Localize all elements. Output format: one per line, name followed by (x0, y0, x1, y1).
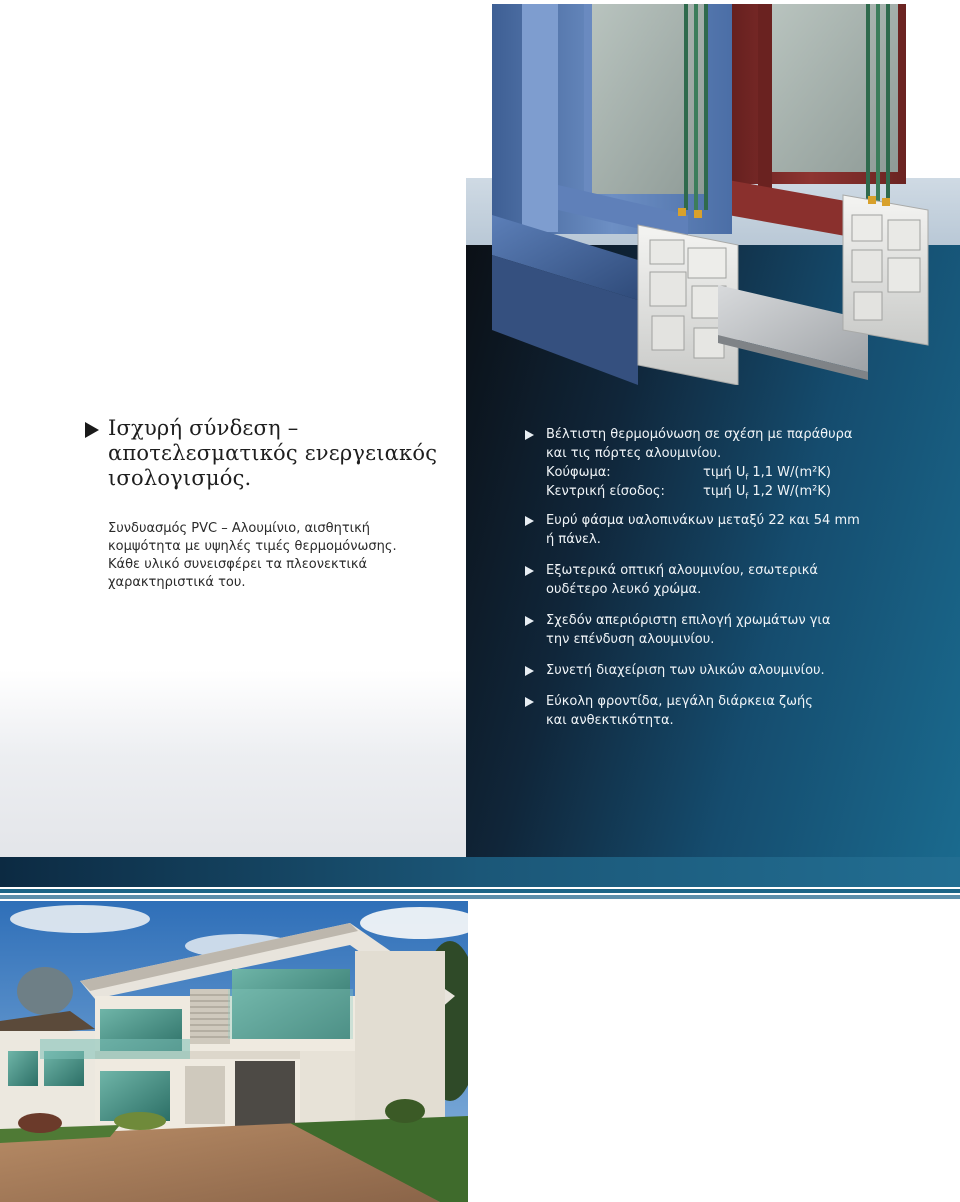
feature-text: ουδέτερο λευκό χρώμα. (546, 582, 702, 597)
intro-line: κομψότητα με υψηλές τιμές θερμομόνωσης. (108, 539, 397, 554)
feature-item (525, 561, 945, 599)
bullet-triangle-icon (525, 430, 534, 440)
bullet-triangle-icon (525, 616, 534, 626)
house-photo-image (0, 901, 468, 1202)
intro-line: Κάθε υλικό συνεισφέρει τα πλεονεκτικά (108, 557, 368, 572)
feature-text: την επένδυση αλουμινίου. (546, 632, 715, 647)
feature-item (525, 425, 945, 501)
spec-row-entrance (546, 482, 945, 501)
feature-item (525, 661, 945, 680)
feature-item (525, 611, 945, 649)
feature-item (525, 692, 945, 730)
feature-text: Εύκολη φροντίδα, μεγάλη διάρκεια ζωής (546, 694, 813, 709)
decorative-stripe (0, 895, 960, 899)
heading-line: ισολογισμός. (108, 466, 252, 490)
intro-line: χαρακτηριστικά του. (108, 575, 246, 590)
intro-paragraph (108, 520, 428, 592)
section-heading (85, 416, 438, 491)
spec-value: τιμή $U_f$ 1,1 W/(m²K) (703, 465, 831, 482)
feature-text: Εξωτερικά οπτική αλουμινίου, εσωτερικά (546, 563, 818, 578)
feature-text: Σχεδόν απεριόριστη επιλογή χρωμάτων για (546, 613, 831, 628)
heading-line: αποτελεσματικός ενεργειακός (108, 441, 438, 465)
bullet-triangle-icon (525, 697, 534, 707)
spec-value: τιμή $U_f$ 1,2 W/(m²K) (703, 484, 831, 501)
decorative-stripe (0, 889, 960, 893)
spec-label: Κούφωμα: (546, 465, 611, 480)
feature-text: Ευρύ φάσμα υαλοπινάκων μεταξύ 22 και 54 mm (546, 513, 860, 528)
feature-text: και τις πόρτες αλουμινίου. (546, 446, 722, 461)
feature-text: Βέλτιστη θερμομόνωση σε σχέση με παράθυρα (546, 427, 853, 442)
feature-text: ή πάνελ. (546, 532, 601, 547)
background-fade (0, 670, 466, 860)
feature-item (525, 511, 945, 549)
feature-text: Συνετή διαχείριση των υλικών αλουμινίου. (546, 663, 825, 678)
decorative-stripe (0, 857, 960, 887)
bullet-triangle-icon (525, 666, 534, 676)
feature-text: και ανθεκτικότητα. (546, 713, 674, 728)
feature-list (525, 425, 945, 742)
spec-label: Κεντρική είσοδος: (546, 484, 665, 499)
bullet-triangle-icon (85, 422, 99, 438)
spec-row-frame (546, 463, 945, 482)
bullet-triangle-icon (525, 516, 534, 526)
intro-line: Συνδυασμός PVC – Αλουμίνιο, αισθητική (108, 521, 370, 536)
heading-title (108, 416, 438, 491)
heading-line: Ισχυρή σύνδεση – (108, 416, 299, 440)
window-profile-image (488, 0, 960, 385)
bullet-triangle-icon (525, 566, 534, 576)
